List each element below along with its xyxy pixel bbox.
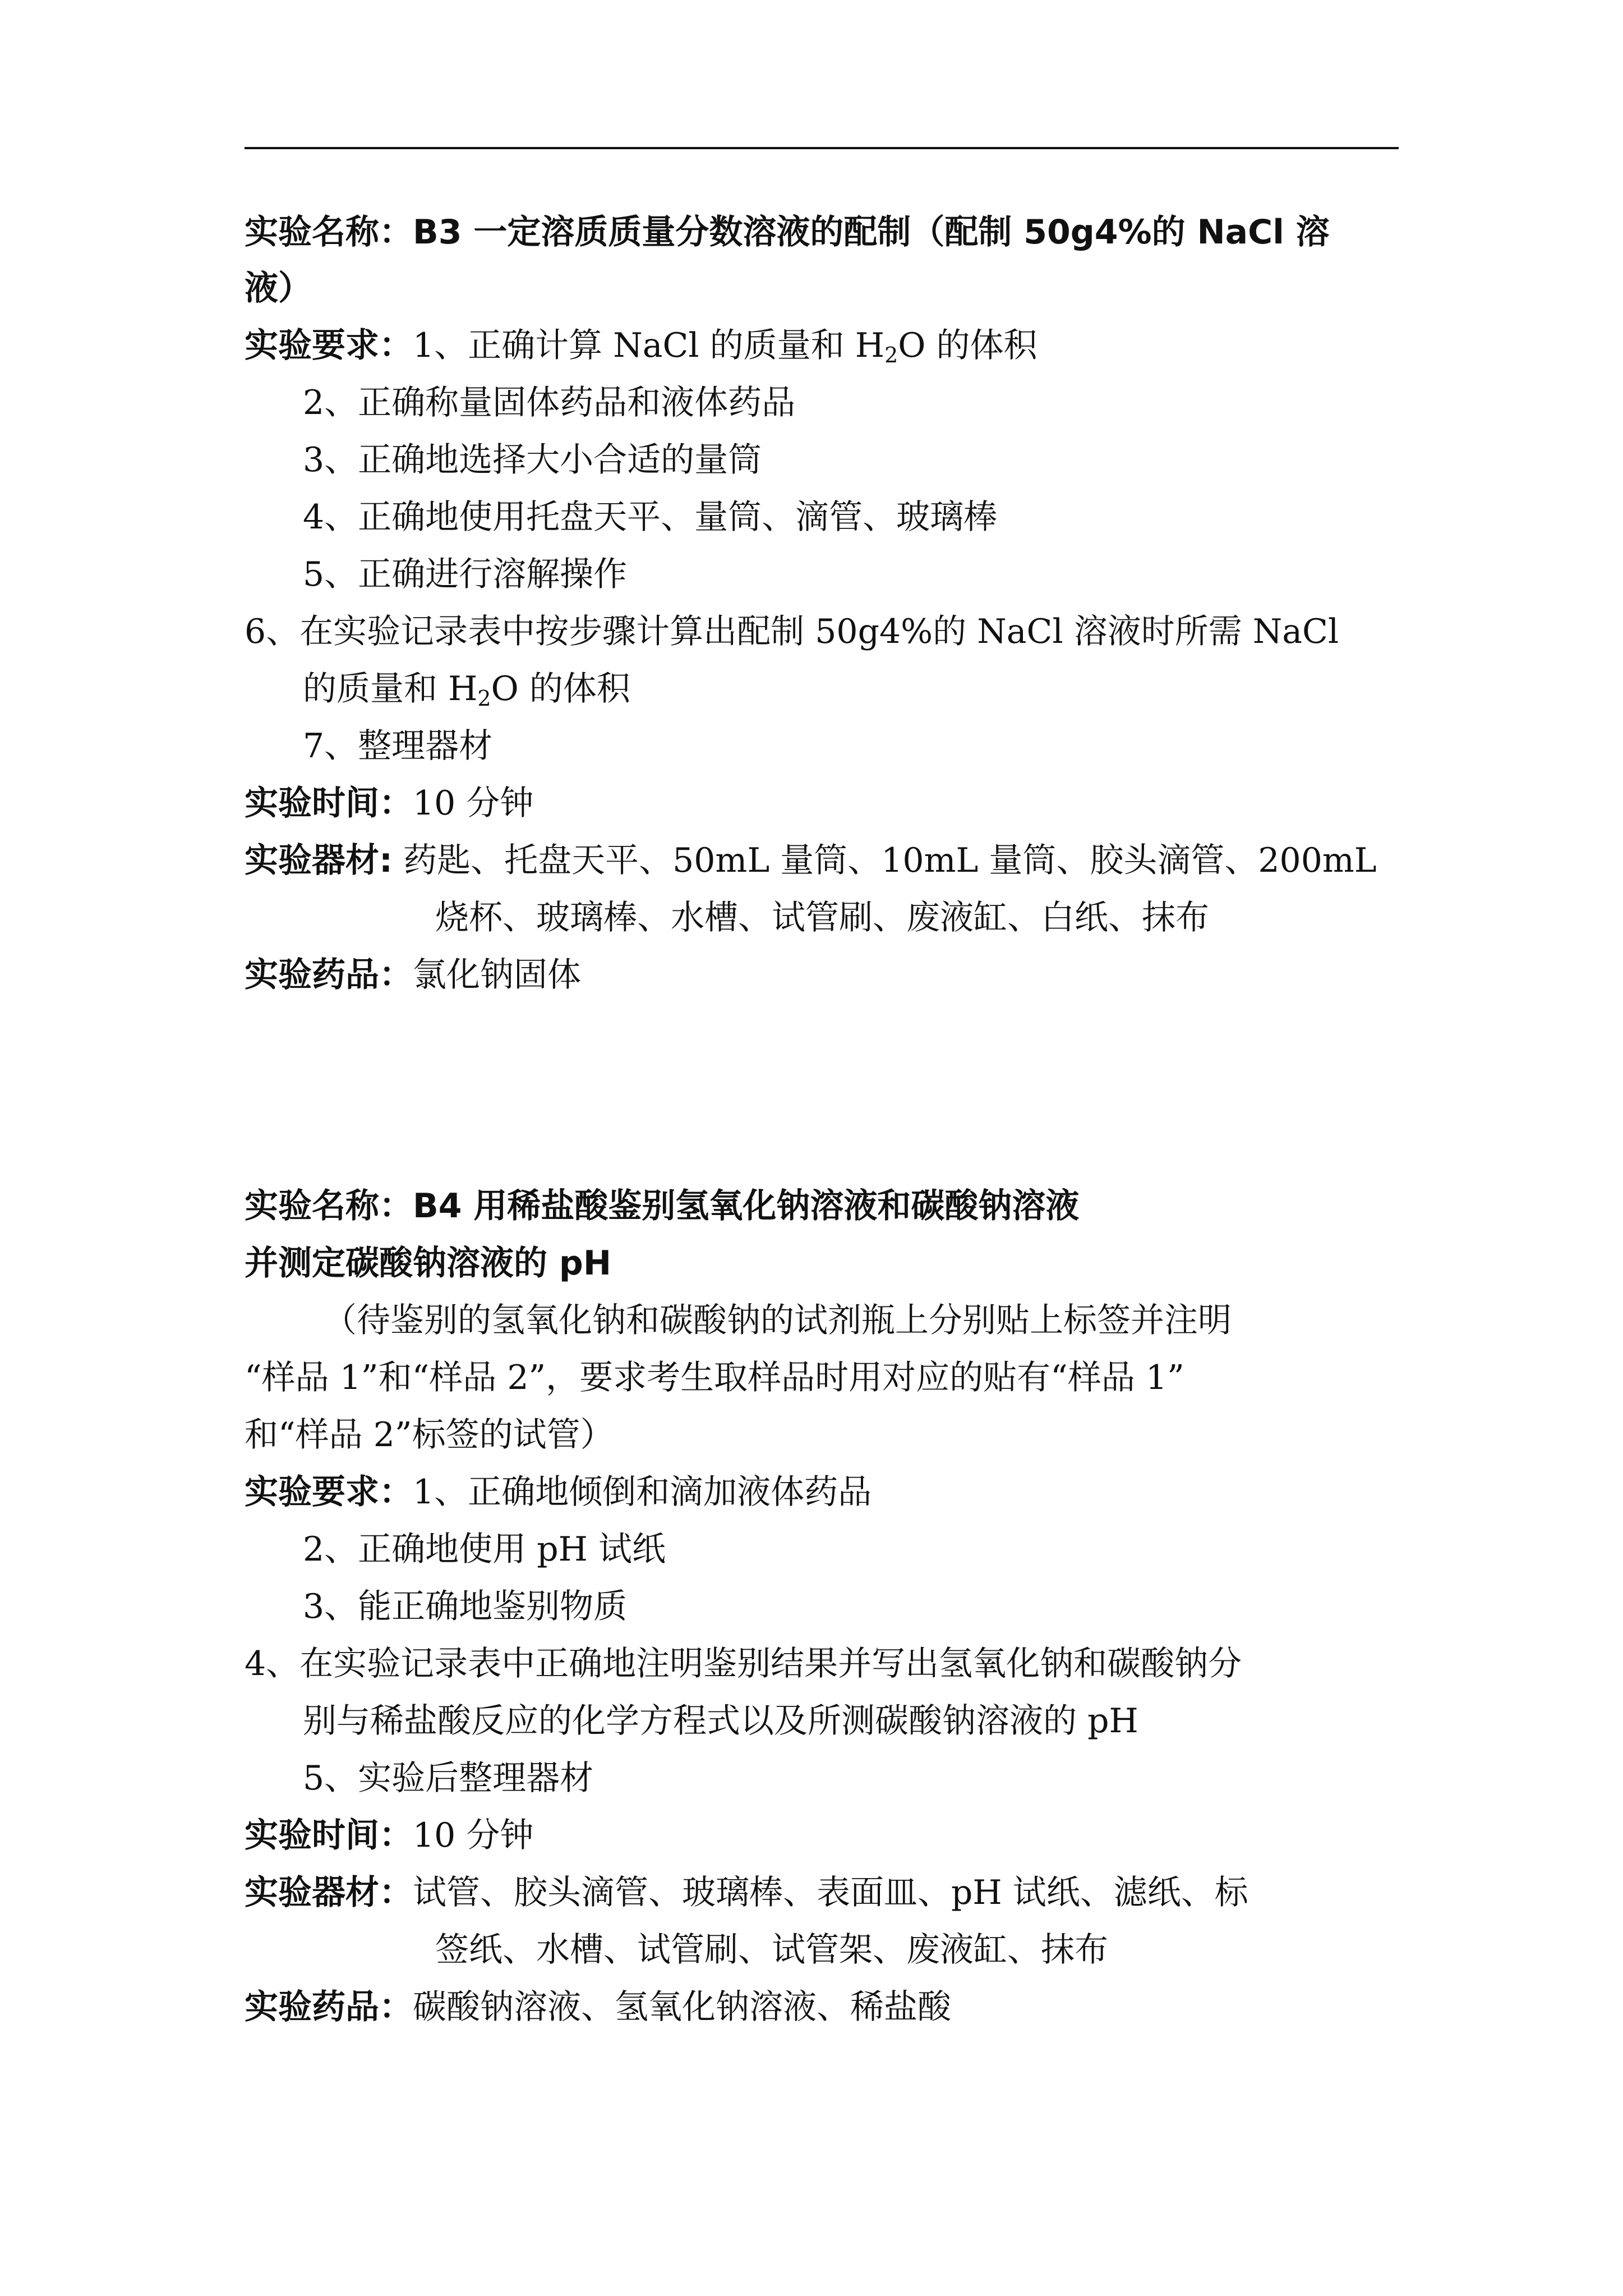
b4-req4-line1: 4、在实验记录表中正确地注明鉴别结果并写出氢氧化钠和碳酸钠分 [245, 1644, 1242, 1683]
b3-req6-line1: 6、在实验记录表中按步骤计算出配制 50g4%的 NaCl 溶液时所需 NaCl [245, 612, 1339, 651]
b4-equip-label: 实验器材： [245, 1873, 413, 1912]
b3-req7: 7、整理器材 [303, 726, 493, 766]
b4-equip-line1 [245, 1871, 1248, 1914]
b3-equip-text: 药匙、托盘天平、50mL 量筒、10mL 量筒、胶头滴管、200mL [393, 841, 1377, 880]
b3-drug-value: 氯化钠固体 [413, 955, 581, 995]
b4-equip-text: 试管、胶头滴管、玻璃棒、表面皿、pH 试纸、滤纸、标 [413, 1873, 1248, 1912]
b3-req-line1 [245, 324, 1038, 367]
b4-note-line2: “样品 1”和“样品 2”，要求考生取样品时用对应的贴有“样品 1” [245, 1358, 1184, 1397]
b4-req-label: 实验要求： [245, 1473, 413, 1512]
b4-title-label: 实验名称： [245, 1186, 413, 1226]
b3-title-label: 实验名称： [245, 213, 413, 252]
b4-req5: 5、实验后整理器材 [303, 1759, 594, 1798]
b3-req3: 3、正确地选择大小合适的量筒 [303, 440, 762, 480]
b4-req2: 2、正确地使用 pH 试纸 [303, 1530, 666, 1569]
b4-req-line1 [245, 1471, 872, 1513]
b3-req6-sub: 2 [477, 686, 491, 711]
b4-req4-line2: 别与稀盐酸反应的化学方程式以及所测碳酸钠溶液的 pH [303, 1701, 1138, 1741]
b4-note-line1: （待鉴别的氢氧化钠和碳酸钠的试剂瓶上分别贴上标签并注明 [323, 1301, 1232, 1340]
b3-drug-label: 实验药品： [245, 955, 413, 995]
b3-equip-label: 实验器材: [245, 841, 393, 880]
b3-title-text: B3 一定溶质质量分数溶液的配制（配制 50g4%的 NaCl 溶 [413, 213, 1330, 252]
b3-req2: 2、正确称量固体药品和液体药品 [303, 383, 796, 422]
b3-time-line [245, 782, 533, 825]
b3-title-line2: 液） [245, 269, 312, 308]
b3-req1-a: 1、正确计算 NaCl 的质量和 H [413, 326, 885, 365]
b4-title-line2: 并测定碳酸钠溶液的 pH [245, 1244, 612, 1283]
b3-equip-line2: 烧杯、玻璃棒、水槽、试管刷、废液缸、白纸、抹布 [435, 898, 1209, 937]
b3-req1-b: O 的体积 [898, 326, 1038, 365]
b3-req4: 4、正确地使用托盘天平、量筒、滴管、玻璃棒 [303, 498, 998, 537]
b3-req-label: 实验要求： [245, 326, 413, 365]
b4-drug-line [245, 1986, 951, 2028]
b4-req3: 3、能正确地鉴别物质 [303, 1587, 628, 1626]
b4-time-label: 实验时间： [245, 1816, 413, 1855]
b4-time-value: 10 分钟 [413, 1816, 534, 1855]
b3-req6-a: 的质量和 H [303, 669, 478, 708]
b3-equip-line1 [245, 839, 1377, 882]
b4-equip-line2: 签纸、水槽、试管刷、试管架、废液缸、抹布 [435, 1930, 1108, 1970]
b4-drug-value: 碳酸钠溶液、氢氧化钠溶液、稀盐酸 [413, 1987, 951, 2027]
b4-title-text: B4 用稀盐酸鉴别氢氧化钠溶液和碳酸钠溶液 [413, 1186, 1080, 1226]
b4-time-line [245, 1814, 533, 1857]
b4-title-line1 [245, 1185, 1079, 1227]
b3-drug-line [245, 954, 581, 996]
b3-title-line1 [245, 211, 1330, 254]
b3-req1-sub: 2 [884, 343, 898, 367]
b3-time-value: 10 分钟 [413, 784, 534, 823]
b3-req6-line2 [303, 668, 630, 710]
b4-req1: 1、正确地倾倒和滴加液体药品 [413, 1473, 872, 1512]
b3-req6-b: O 的体积 [491, 669, 630, 708]
b3-time-label: 实验时间： [245, 784, 413, 823]
b4-note-line3: 和“样品 2”标签的试管） [245, 1415, 614, 1455]
header-rule [245, 147, 1399, 149]
b3-req5: 5、正确进行溶解操作 [303, 555, 628, 594]
b4-drug-label: 实验药品： [245, 1987, 413, 2027]
